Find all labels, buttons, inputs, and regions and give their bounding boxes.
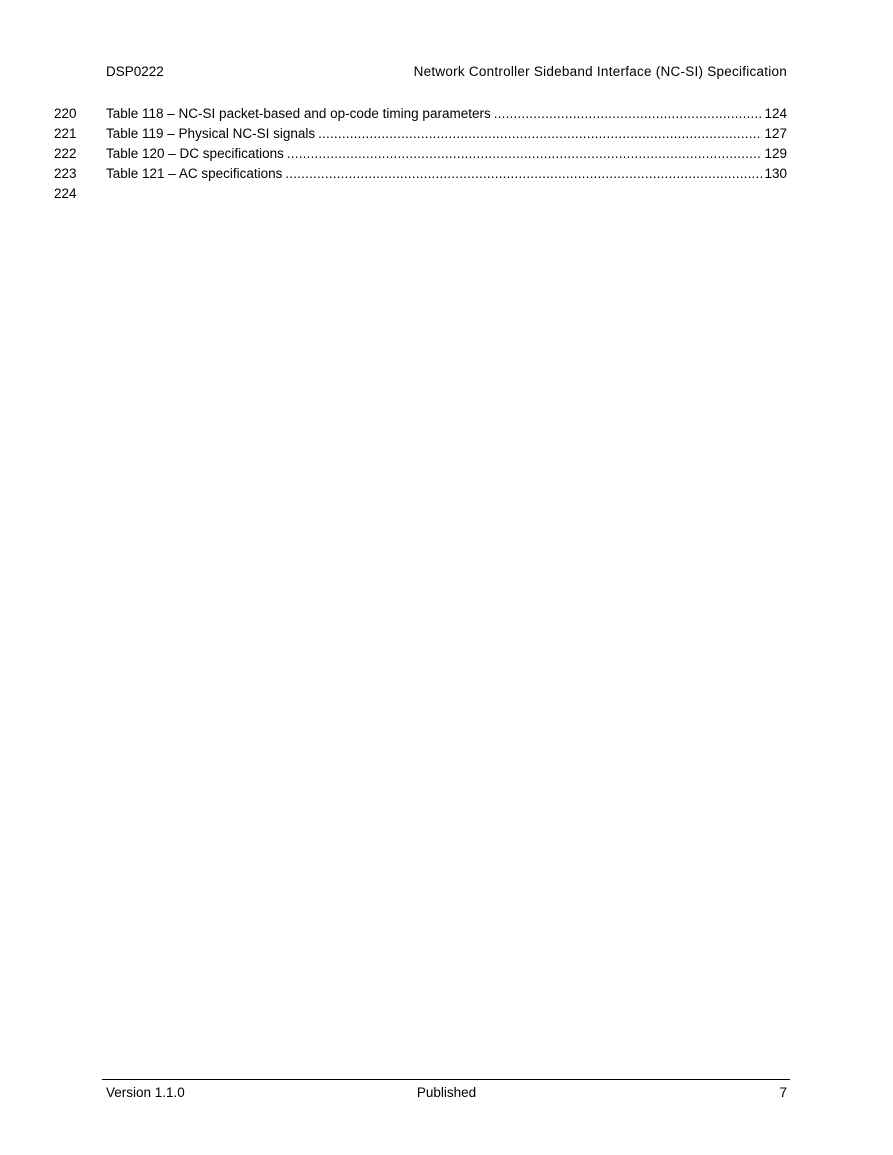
- toc-entry[interactable]: [54, 104, 787, 124]
- toc-page-number: 127: [764, 126, 787, 141]
- toc-entry-body: [106, 124, 787, 144]
- document-id: DSP0222: [106, 64, 164, 79]
- toc-entry-body: [106, 164, 787, 184]
- toc-page-number: 129: [764, 146, 787, 161]
- page-header: [106, 64, 787, 82]
- toc-entry[interactable]: [54, 124, 787, 144]
- toc-entry-text: Table 121 – AC specifications: [106, 166, 283, 181]
- page-number: 7: [779, 1085, 787, 1100]
- line-number: 222: [54, 146, 77, 161]
- publication-status: Published: [416, 1085, 477, 1100]
- dot-leader: [494, 104, 763, 124]
- line-number: 220: [54, 106, 77, 121]
- line-number: 221: [54, 126, 77, 141]
- toc-page-number: 130: [764, 166, 787, 181]
- toc-entry-body: [106, 144, 787, 164]
- page-footer: [106, 1085, 787, 1103]
- dot-leader: [318, 124, 762, 144]
- version-label: Version 1.1.0: [106, 1085, 185, 1100]
- footer-divider: [102, 1079, 790, 1080]
- toc-entry[interactable]: [54, 164, 787, 184]
- line-number: 223: [54, 166, 77, 181]
- toc-entry-text: Table 119 – Physical NC-SI signals: [106, 126, 316, 141]
- toc-page-number: 124: [764, 106, 787, 121]
- toc-entry-text: Table 118 – NC-SI packet-based and op-code timing parameters: [106, 106, 491, 121]
- toc-entry-body: [106, 104, 787, 124]
- blank-line: [54, 184, 787, 204]
- dot-leader: [287, 144, 763, 164]
- table-of-contents: [54, 104, 787, 204]
- document-title: Network Controller Sideband Interface (NC-SI) Specification: [413, 64, 787, 79]
- dot-leader: [285, 164, 762, 184]
- toc-entry-text: Table 120 – DC specifications: [106, 146, 284, 161]
- toc-entry[interactable]: [54, 144, 787, 164]
- line-number: 224: [54, 186, 77, 201]
